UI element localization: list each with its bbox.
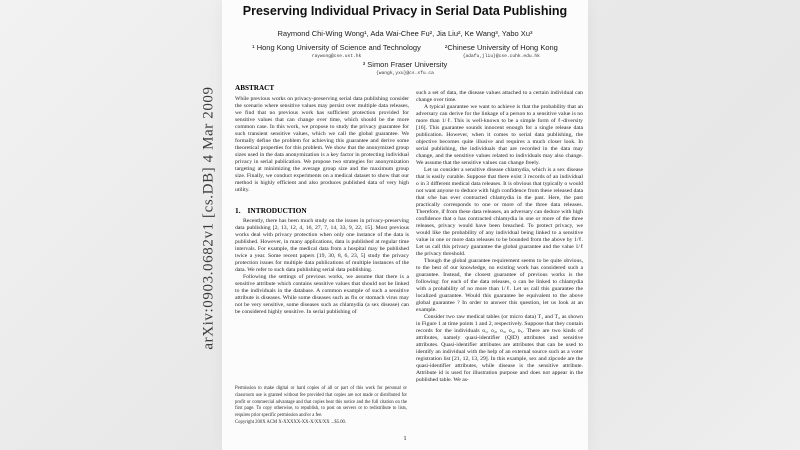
permission-notice: Permission to make digital or hard copies of all or part of this work for personal or classroom use is granted without fee provided that copies are not made or distributed for profit or commercial advantage and that copies bear this notice and the full citation on the first page. To copy otherwise, to republish, to post on servers or to redistribute to lists, requires prior specific permission and/or a fee.: [235, 386, 407, 419]
affiliation-cuhk-email: {adafu,jliu}@cse.cuhk.edu.hk: [462, 53, 540, 59]
right-column: [416, 90, 583, 384]
affiliation-sfu: [222, 60, 588, 76]
intro-paragraph-2: Following the settings of previous works, we assume that there is a sensitive attribute which contains sensitive values that should not be linked to the individuals in the database. A common example of such a sensitive attribute is diseases. While some diseases such as flu or stomach virus may not be very sensitive, some diseases such as chlamydia (a sex disease) can be considered highly sensitive. In serial publishing of: [235, 274, 409, 315]
arxiv-watermark: arXiv:0903.0682v1 [cs.DB] 4 Mar 2009: [200, 86, 217, 350]
left-column: [235, 84, 409, 316]
page-number: 1: [403, 435, 407, 442]
section-heading-introduction: [235, 206, 409, 215]
paper-page: [222, 0, 588, 450]
authors-line: Raymond Chi-Wing Wong¹, Ada Wai-Chee Fu², Jia Liu², Ke Wang³, Yabo Xu³: [277, 29, 533, 38]
affiliation-sfu-name: ³ Simon Fraser University: [362, 60, 448, 69]
section-title: INTRODUCTION: [247, 205, 307, 215]
abstract-heading: ABSTRACT: [235, 84, 275, 92]
section-number: 1.: [235, 205, 241, 215]
right-paragraph-3: Let us consider a sensitive disease chlamydia, which is a sex disease that is easily curable. Suppose that there exist 3 records of an individual o in 3 different medical data releases. It is obvious that typically o would not want anyone to deduce with high confidence from these released data that s/he has ever contracted chlamydia in the past. Here, the past practically corresponds to one or more of the three data releases. Therefore, if from these data releases, an adversary can deduce with high confidence that o has contracted chlamydia in one or more of the three releases, privacy would have been breached. To protect privacy, we would like the probability of any individual being linked to a sensitive value in one or more data releases to be bounded from the above by 1/ℓ. Let us call this privacy guarantee the global guarantee and the value 1/ℓ the privacy threshold.: [416, 167, 583, 257]
right-paragraph-1: such a set of data, the disease values attached to a certain individual can change over time.: [416, 90, 583, 103]
right-paragraph-5: Consider two raw medical tables (or micro data) T₁ and T₂ as shown in Figure 1 at time points 1 and 2, respectively. Suppose that they contain records for the individuals o₁, o₂, o₃, o₄, o₅. There are two kinds of attributes, namely quasi-identifier (QID) attributes and sensitive attributes. Quasi-identifier attributes are attributes that can be used to identify an individual with the help of an external source such as a voter registration list [21, 12, 13, 29]. In this example, sex and zipcode are the quasi-identifier attributes, while disease is the sensitive attribute. Attribute id is used for illustration purpose and does not appear in the published table. We as-: [416, 314, 583, 383]
footer-notice: [235, 386, 407, 427]
affiliation-hkust: [252, 43, 421, 59]
affiliation-hkust-email: raywong@cse.ust.hk: [311, 53, 362, 59]
right-paragraph-2: A typical guarantee we want to achieve is that the probability that an adversary can derive for the linkage of a person to a sensitive value is no more than 1/ℓ. This is well-known to be a simple form of ℓ-diversity [16]. This guarantee sounds innocent enough for a single release data publication. However, when it comes to serial data publishing, the objective becomes quite illusive and requires a much closer look. In serial publishing, the individuals that are recorded in the data may change, and the sensitive values related to individuals may also change. We assume that the sensitive values can change freely.: [416, 104, 583, 166]
affiliation-sfu-email: {wangk,yxu}@cs.sfu.ca: [376, 70, 434, 76]
affiliation-hkust-name: ¹ Hong Kong University of Science and Technology: [252, 43, 421, 52]
paper-title: Preserving Individual Privacy in Serial Data Publishing: [242, 4, 568, 18]
affiliation-cuhk-name: ²Chinese University of Hong Kong: [444, 43, 558, 52]
affiliation-cuhk: [445, 43, 558, 59]
abstract-text: While previous works on privacy-preserving serial data publishing consider the scenario where sensitive values may persist over multiple data releases, we find that no previous work has sufficient protection provided for sensitive values that can change over time, which should be the more common case. In this work, we propose to study the privacy guarantee for such transient sensitive values, which we call the global guarantee. We formally define the problem for achieving this guarantee and derive some theoretical properties for this problem. We show that the anonymized group sizes used in the data anonymization is a key factor in protecting individual privacy in serial publication. We propose two strategies for anonymization targeting at minimizing the average group size and the maximum group size. Finally, we conduct experiments on a medical dataset to show that our method is highly efficient and also produces published data of very high utility.: [235, 95, 409, 193]
right-paragraph-4: Though the global guarantee requirement seems to be quite obvious, to the best of our knowledge, no existing work has considered such a guarantee. Instead, the closest guarantee of previous works is the following: for each of the data releases, o can be linked to chlamydia with a probability of no more than 1/ℓ. Let us call this guarantee the localized guarantee. Would this guarantee be equivalent to the above global guarantee ? In order to answer this question, let us look at an example.: [416, 258, 583, 313]
copyright-line: Copyright 200X ACM X-XXXXX-XX-X/XX/XX ...$5.00.: [235, 419, 347, 425]
affiliations-row: [222, 43, 588, 59]
intro-paragraph-1: Recently, there has been much study on the issues in privacy-preserving data publishing [2, 13, 12, 4, 16, 27, 7, 14, 33, 9, 22, 15]. Most previous works deal with privacy protection when only one instance of the data is published. However, in many applications, data is published at regular time intervals. For example, the medical data from a hospital may be published twice a year. Some recent papers [19, 30, 8, 6, 23, 5] study the privacy protection issues for multiple data publications of multiple instances of the data. We refer to such data publishing serial data publishing.: [235, 218, 409, 273]
